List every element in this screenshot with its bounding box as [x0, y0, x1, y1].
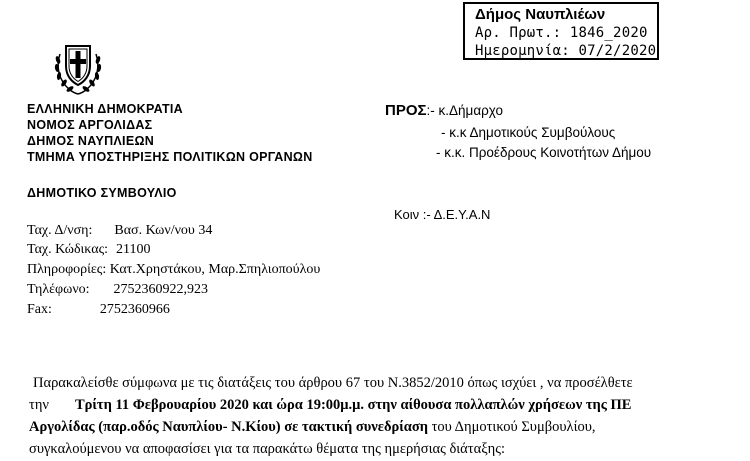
sender-republic: ΕΛΛΗΝΙΚΗ ΔΗΜΟΚΡΑΤΙΑ [27, 102, 184, 116]
stamp-municipality: Δήμος Ναυπλιέων [475, 6, 606, 23]
recipient-mayor: :- κ.Δήμαρχο [426, 103, 504, 118]
body-line-1: Παρακαλείσθε σύμφωνα με τις διατάξεις του άρθρου 67 του Ν.3852/2010 όπως ισχύει , να προσέλθετε [33, 375, 633, 391]
zip-label: Ταχ. Κώδικας: [27, 242, 109, 257]
contact-phone [27, 280, 208, 299]
body-line-4: συγκαλούμενου να αποφασίσει για τα παρακάτω θέματα της ημερήσιας διάταξης: [29, 441, 506, 457]
phone-value: 2752360922,923 [113, 282, 209, 297]
address-label: Ταχ. Δ/νση: [27, 223, 93, 238]
contact-zip [27, 240, 151, 259]
contact-address [27, 221, 212, 240]
protocol-stamp [463, 2, 659, 60]
fax-label: Fax: [27, 302, 52, 317]
address-value: Βασ. Κων/νου 34 [114, 223, 213, 238]
sender-municipality: ΔΗΜΟΣ ΝΑΥΠΛΙΕΩΝ [27, 134, 155, 148]
body-line-3-suffix: του Δημοτικού Συμβουλίου, [427, 419, 596, 435]
meeting-venue-type: Αργολίδας (παρ.οδός Ναυπλίου- Ν.Κίου) σε τακτική συνεδρίαση [29, 419, 428, 435]
body-line-2 [29, 394, 631, 416]
sender-prefecture: ΝΟΜΟΣ ΑΡΓΟΛΙΔΑΣ [27, 118, 153, 132]
stamp-date: Ημερομηνία: 07/2/2020 [475, 43, 657, 59]
sender-department: ΤΜΗΜΑ ΥΠΟΣΤΗΡΙΞΗΣ ΠΟΛΙΤΙΚΩΝ ΟΡΓΑΝΩΝ [27, 150, 313, 164]
stamp-protocol-number: Αρ. Πρωτ.: 1846_2020 [475, 25, 648, 41]
recipients-label: ΠΡΟΣ [385, 102, 427, 119]
greek-coat-of-arms-icon [52, 40, 104, 96]
cc-recipient: Κοιν :- Δ.Ε.Υ.Α.Ν [394, 207, 491, 222]
recipient-community-presidents: - κ.κ. Προέδρους Κοινοτήτων Δήμου [436, 145, 652, 160]
phone-label: Τηλέφωνο: [27, 282, 90, 297]
contact-info: Πληροφορίες: Κατ.Χρηστάκου, Μαρ.Σπηλιοπούλου [27, 262, 321, 277]
recipients-block [385, 102, 503, 120]
meeting-datetime-location: Τρίτη 11 Φεβρουαρίου 2020 και ώρα 19:00μ.μ. στην αίθουσα πολλαπλών χρήσεων της ΠΕ [74, 397, 632, 413]
fax-value: 2752360966 [99, 302, 170, 317]
contact-fax [27, 300, 170, 319]
sender-council: ΔΗΜΟΤΙΚΟ ΣΥΜΒΟΥΛΙΟ [27, 186, 177, 200]
recipient-councillors: - κ.κ Δημοτικούς Συμβούλους [441, 125, 616, 140]
zip-value: 21100 [116, 242, 151, 257]
body-line-2-prefix: την [29, 397, 49, 413]
body-line-3 [29, 416, 596, 438]
